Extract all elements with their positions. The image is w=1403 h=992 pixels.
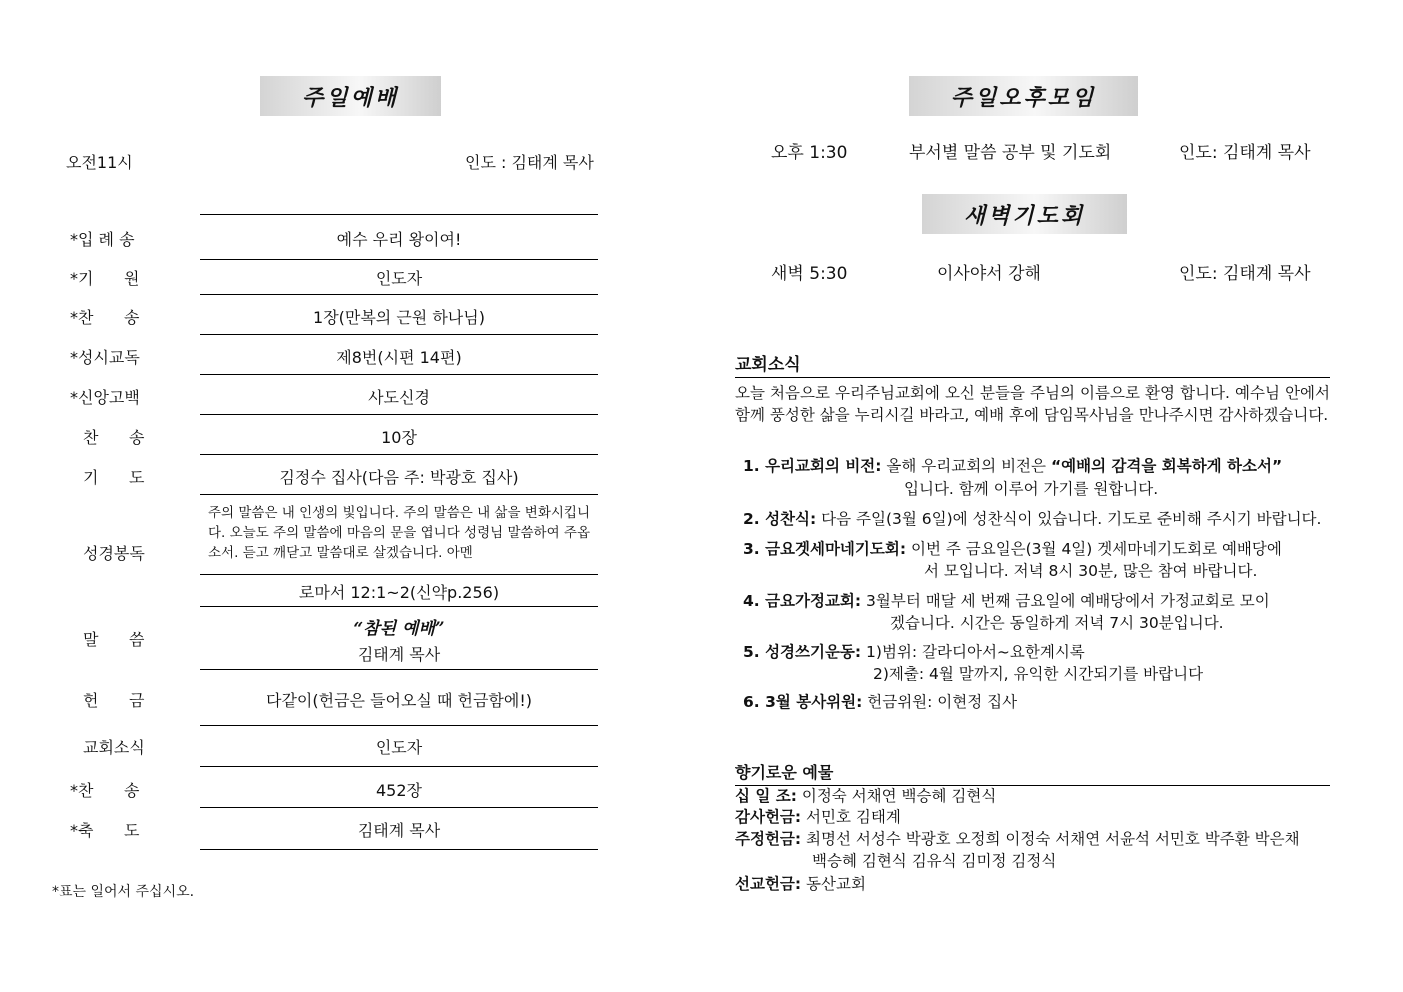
order-label-prayer: 기 도 — [83, 468, 145, 487]
offering-tithe-label: 십 일 조: — [735, 787, 797, 805]
order-value-news: 인도자 — [375, 738, 423, 757]
order-value-prayer: 김정수 집사(다음 주: 박광호 집사) — [279, 468, 519, 487]
dawn-desc: 이사야서 강해 — [937, 264, 1041, 284]
offering-tithe — [735, 785, 996, 807]
news-item-4-head: 4. 금요가정교회: — [743, 592, 862, 610]
news-item-3-line2: 서 모입니다. 저녁 8시 30분, 많은 참여 바랍니다. — [924, 562, 1258, 580]
worship-time: 오전11시 — [66, 153, 133, 172]
news-item-6-line1: 헌금위원: 이현정 집사 — [867, 693, 1018, 711]
offering-tithe-names: 이정숙 서채연 백승혜 김현식 — [801, 787, 997, 805]
worship-leader: 인도 : 김태계 목사 — [465, 153, 594, 172]
news-item-5 — [743, 641, 1085, 663]
news-item-5-head: 5. 성경쓰기운동: — [743, 643, 862, 661]
order-label-scripture: 성경봉독 — [83, 544, 145, 563]
news-item-1-head: 1. 우리교회의 비전: — [743, 457, 882, 475]
order-label-offering: 헌 금 — [83, 691, 145, 710]
footnote: *표는 일어서 주십시오. — [52, 884, 195, 900]
order-value-offering: 다같이(헌금은 들어오실 때 헌금함에!) — [266, 691, 532, 710]
dawn-leader: 인도: 김태계 목사 — [1179, 264, 1311, 284]
order-label-creed: *신앙고백 — [70, 388, 140, 407]
news-item-5-line1: 1)범위: 갈라디아서~요한계시록 — [866, 643, 1085, 661]
news-item-1 — [743, 455, 1282, 477]
news-item-2-line1: 다음 주일(3월 6일)에 성찬식이 있습니다. 기도로 준비해 주시기 바랍니다. — [821, 510, 1322, 528]
order-value-hymn-2: 10장 — [381, 428, 417, 447]
offering-weekly-label: 주정헌금: — [735, 830, 802, 848]
news-item-2-head: 2. 성찬식: — [743, 510, 817, 528]
news-item-3 — [743, 538, 1282, 560]
order-label-hymn-2: 찬 송 — [83, 428, 145, 447]
news-item-5-line2: 2)제출: 4월 말까지, 유익한 시간되기를 바랍니다 — [873, 665, 1204, 683]
reading-passage: 로마서 12:1~2(신약p.256) — [298, 583, 500, 602]
news-intro: 오늘 처음으로 우리주님교회에 오신 분들을 주님의 이름으로 환영 합니다. 예수님 안에서 함께 풍성한 삶을 누리시길 바라고, 예배 후에 담임목사님을 만나주시면 감사하겠습니다. — [735, 384, 1330, 424]
afternoon-time: 오후 1:30 — [771, 143, 848, 163]
worship-title: 주일예배 — [260, 76, 441, 116]
news-item-3-head: 3. 금요겟세마네기도회: — [743, 540, 907, 558]
dawn-time: 새벽 5:30 — [771, 264, 848, 284]
news-item-1-line1a: 올해 우리교회의 비전은 — [886, 457, 1051, 475]
sermon-preacher: 김태계 목사 — [357, 645, 441, 664]
offering-weekly — [735, 828, 1300, 850]
news-item-4-line1: 3월부터 매달 세 번째 금요일에 예배당에서 가정교회로 모이 — [866, 592, 1270, 610]
news-item-1-line1b: “예배의 감격을 회복하게 하소서” — [1050, 457, 1283, 475]
order-label-responsive-reading: *성시교독 — [70, 348, 140, 367]
news-item-3-line1: 이번 주 금요일은(3월 4일) 겟세마네기도회로 예배당에 — [910, 540, 1282, 558]
offering-mission-label: 선교헌금: — [735, 875, 802, 893]
order-value-hymn-3: 452장 — [376, 781, 422, 800]
reading-prayer: 주의 말씀은 내 인생의 빛입니다. 주의 말씀은 내 삶을 변화시킵니다. 오늘도 주의 말씀에 마음의 문을 엽니다 성령님 말씀하여 주옵소서. 듣고 깨닫고 말씀대로 살겠습니다. 아멘 — [208, 505, 590, 561]
order-label-hymn-1: *찬 송 — [70, 308, 140, 327]
order-value-invocation: 인도자 — [375, 269, 423, 288]
offering-thanks-label: 감사헌금: — [735, 808, 802, 826]
order-label-hymn-3: *찬 송 — [70, 781, 140, 800]
order-value-benediction: 김태계 목사 — [357, 821, 441, 840]
news-item-4-line2: 겠습니다. 시간은 동일하게 저녁 7시 30분입니다. — [890, 614, 1224, 632]
news-item-4 — [743, 590, 1270, 612]
order-label-benediction: *축 도 — [70, 821, 140, 840]
order-label-news: 교회소식 — [83, 738, 145, 757]
afternoon-desc: 부서별 말씀 공부 및 기도회 — [909, 143, 1112, 163]
afternoon-leader: 인도: 김태계 목사 — [1179, 143, 1311, 163]
offering-thanks-names: 서민호 김태계 — [806, 808, 901, 826]
news-item-6-head: 6. 3월 봉사위원: — [743, 693, 863, 711]
dawn-title: 새벽기도회 — [922, 194, 1127, 234]
offering-weekly-names: 최명선 서성수 박광호 오정희 이정숙 서채연 서윤석 서민호 박주환 박은채 — [806, 830, 1300, 848]
order-label-sermon: 말 씀 — [83, 630, 145, 649]
order-label-invocation: *기 원 — [70, 269, 140, 288]
offering-title: 향기로운 예물 — [735, 760, 1330, 786]
sermon-title: “참된 예배” — [353, 619, 445, 639]
order-value-hymn-1: 1장(만복의 근원 하나님) — [313, 308, 485, 327]
offering-thanks — [735, 806, 901, 828]
order-value-responsive-reading: 제8번(시편 14편) — [336, 348, 462, 367]
afternoon-title: 주일오후모임 — [909, 76, 1138, 116]
news-item-1-line2: 입니다. 함께 이루어 가기를 원합니다. — [904, 480, 1159, 498]
order-value-opening-hymn: 예수 우리 왕이여! — [336, 230, 462, 249]
order-value-creed: 사도신경 — [368, 388, 430, 407]
offering-mission-names: 동산교회 — [806, 875, 866, 893]
news-item-2 — [743, 508, 1321, 530]
news-item-6 — [743, 691, 1017, 713]
offering-mission — [735, 873, 866, 895]
order-label-opening-hymn: *입 례 송 — [70, 230, 135, 249]
news-title: 교회소식 — [735, 350, 1330, 378]
offering-weekly-names-2: 백승혜 김현식 김유식 김미정 김정식 — [812, 852, 1057, 870]
